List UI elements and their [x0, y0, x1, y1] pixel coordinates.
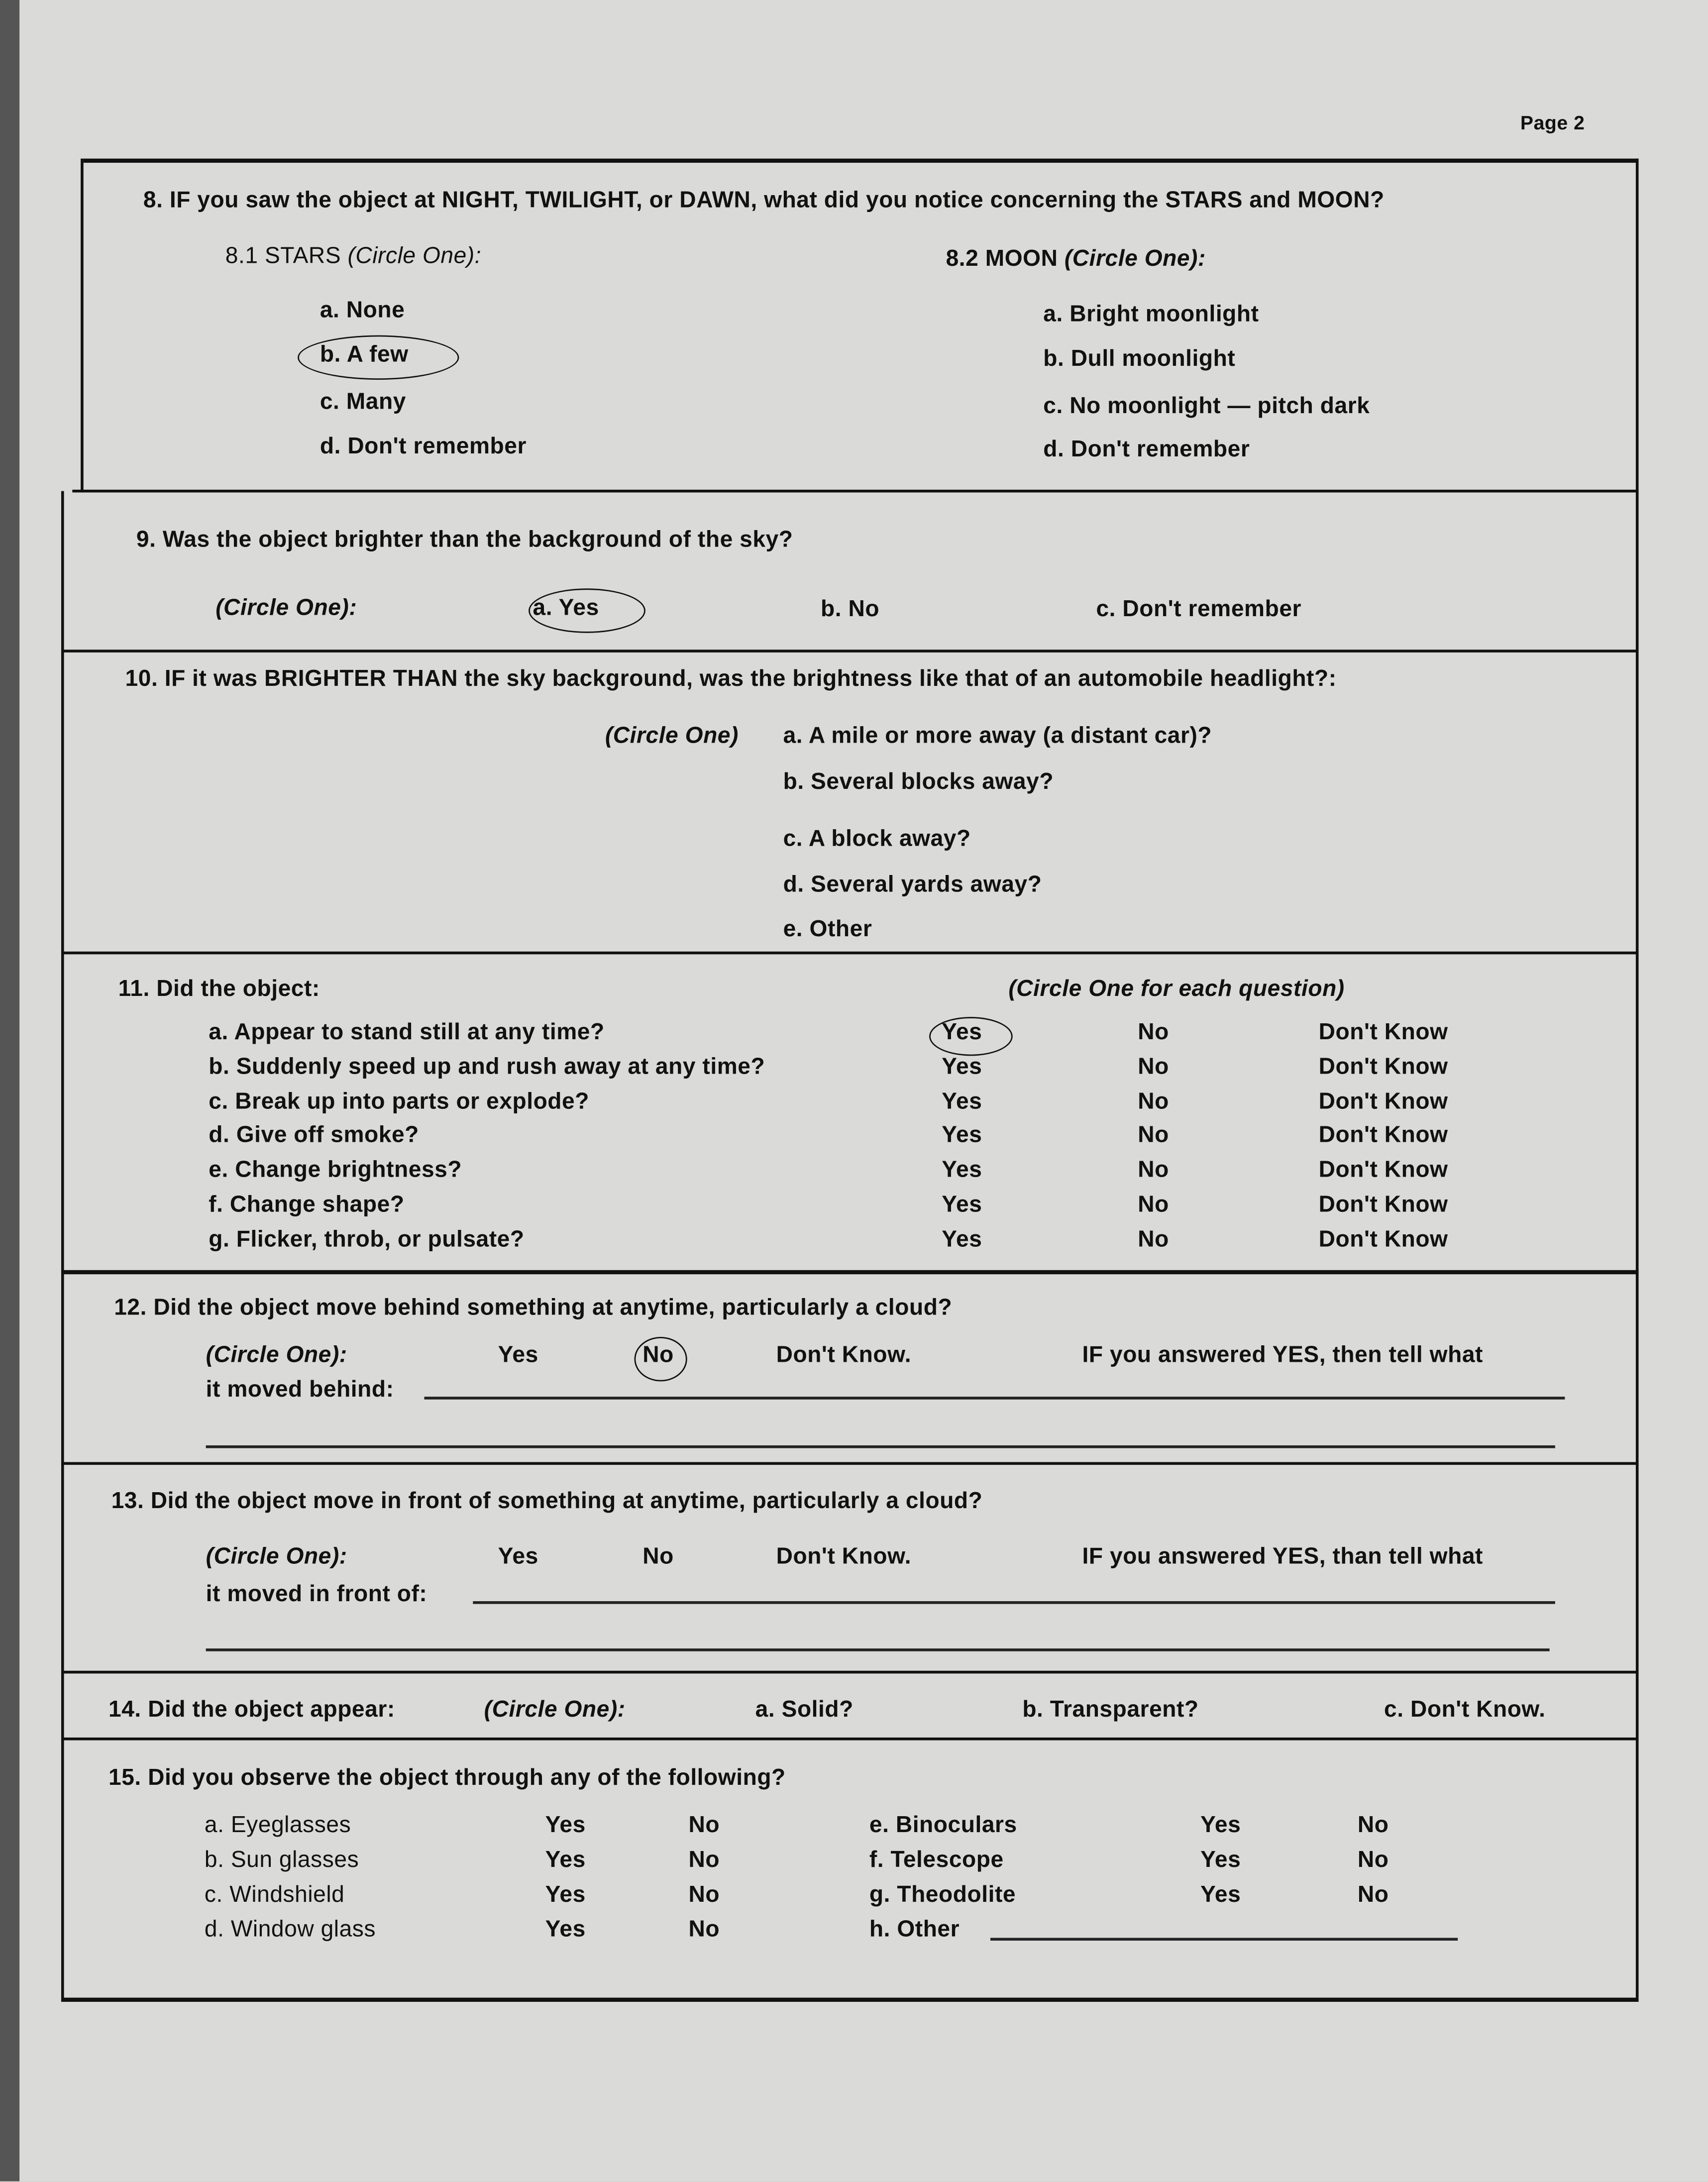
q12-option[interactable]: Yes [498, 1342, 538, 1368]
q12-option-selected[interactable]: No [642, 1342, 674, 1368]
q11-yes-option[interactable]: Yes [942, 1019, 982, 1045]
q15-no-option[interactable]: No [688, 1812, 720, 1838]
q15-item: b. Sun glasses [204, 1847, 359, 1873]
q12-option[interactable]: Don't Know. [776, 1342, 912, 1368]
q15-yes-option[interactable]: Yes [545, 1812, 586, 1838]
stars-option[interactable]: d. Don't remember [320, 434, 527, 459]
q9-option[interactable]: b. No [821, 597, 880, 622]
q15-yes-option[interactable]: Yes [545, 1882, 586, 1907]
q11-no-option[interactable]: No [1138, 1123, 1169, 1148]
q12-hint: (Circle One): [206, 1342, 347, 1368]
scan-edge [0, 0, 19, 2182]
q11-dont-know-option[interactable]: Don't Know [1318, 1019, 1448, 1045]
q14-option[interactable]: a. Solid? [755, 1697, 854, 1723]
q11-no-option[interactable]: No [1138, 1157, 1169, 1183]
q12-answer-line[interactable] [424, 1397, 1565, 1399]
q10-question: 10. IF it was BRIGHTER THAN the sky background, was the brightness like that of an automobile headlight?: [125, 666, 1337, 692]
q11-dont-know-option[interactable]: Don't Know [1318, 1157, 1448, 1183]
q15-item: g. Theodolite [869, 1882, 1016, 1907]
q15-yes-option[interactable]: Yes [1200, 1882, 1241, 1907]
moon-option[interactable]: a. Bright moonlight [1043, 302, 1259, 327]
q10-option[interactable]: d. Several yards away? [783, 872, 1042, 897]
q15-no-option[interactable]: No [688, 1917, 720, 1942]
q15-other-label: h. Other [869, 1917, 960, 1942]
frame-bottom [61, 1998, 1639, 2002]
q11-yes-option[interactable]: Yes [942, 1089, 982, 1114]
q11-dont-know-option[interactable]: Don't Know [1318, 1226, 1448, 1252]
q15-item: f. Telescope [869, 1847, 1004, 1873]
q9-hint: (Circle One): [215, 595, 357, 621]
q12-field-label: it moved behind: [206, 1377, 394, 1403]
q11-yes-option[interactable]: Yes [942, 1123, 982, 1148]
answer-circle-mark [298, 335, 459, 380]
q15-item: e. Binoculars [869, 1812, 1017, 1838]
divider [72, 490, 1638, 493]
q15-yes-option[interactable]: Yes [1200, 1847, 1241, 1873]
q15-yes-option[interactable]: Yes [545, 1847, 586, 1873]
q15-item: d. Window glass [204, 1917, 376, 1942]
q11-dont-know-option[interactable]: Don't Know [1318, 1123, 1448, 1148]
q13-option[interactable]: Don't Know. [776, 1544, 912, 1569]
q11-yes-option[interactable]: Yes [942, 1054, 982, 1080]
q11-item: c. Break up into parts or explode? [209, 1089, 589, 1114]
frame-right [1636, 159, 1639, 1998]
q11-hint: (Circle One for each question) [1008, 977, 1345, 1002]
q15-no-option[interactable]: No [1357, 1847, 1389, 1873]
q8-stars-heading: 8.1 STARS (Circle One): [225, 243, 482, 269]
q11-dont-know-option[interactable]: Don't Know [1318, 1054, 1448, 1080]
q11-item: a. Appear to stand still at any time? [209, 1019, 605, 1045]
moon-option[interactable]: c. No moonlight — pitch dark [1043, 393, 1370, 419]
q11-yes-option[interactable]: Yes [942, 1226, 982, 1252]
q13-question: 13. Did the object move in front of something at anytime, particularly a cloud? [111, 1488, 983, 1514]
q9-option-selected[interactable]: a. Yes [533, 595, 599, 621]
divider [61, 1462, 1639, 1465]
q8-moon-heading: 8.2 MOON (Circle One): [946, 246, 1206, 272]
q11-no-option[interactable]: No [1138, 1226, 1169, 1252]
answer-circle-mark [635, 1337, 687, 1381]
q13-option[interactable]: No [642, 1544, 674, 1569]
q8-question: 8. IF you saw the object at NIGHT, TWILIGHT, or DAWN, what did you notice concerning the STARS and MOON? [143, 188, 1385, 213]
q15-yes-option[interactable]: Yes [545, 1917, 586, 1942]
q15-yes-option[interactable]: Yes [1200, 1812, 1241, 1838]
page-number: Page 2 [1520, 111, 1585, 134]
moon-option[interactable]: b. Dull moonlight [1043, 346, 1236, 372]
stars-option-selected[interactable]: b. A few [320, 342, 409, 367]
stars-option[interactable]: c. Many [320, 389, 406, 415]
q15-item: c. Windshield [204, 1882, 345, 1907]
q15-no-option[interactable]: No [688, 1882, 720, 1907]
q12-followup: IF you answered YES, then tell what [1082, 1342, 1483, 1368]
divider [61, 1270, 1639, 1274]
q15-no-option[interactable]: No [1357, 1882, 1389, 1907]
q15-other-line[interactable] [990, 1938, 1458, 1940]
q11-dont-know-option[interactable]: Don't Know [1318, 1089, 1448, 1114]
q13-field-label: it moved in front of: [206, 1581, 427, 1607]
q10-option[interactable]: a. A mile or more away (a distant car)? [783, 723, 1212, 749]
q11-item: b. Suddenly speed up and rush away at any time? [209, 1054, 765, 1080]
q14-option[interactable]: b. Transparent? [1022, 1697, 1199, 1723]
q11-question: 11. Did the object: [118, 977, 320, 1002]
q11-item: d. Give off smoke? [209, 1123, 419, 1148]
q11-no-option[interactable]: No [1138, 1054, 1169, 1080]
q13-answer-line-2[interactable] [206, 1648, 1550, 1650]
q11-no-option[interactable]: No [1138, 1089, 1169, 1114]
divider [61, 952, 1639, 955]
stars-option[interactable]: a. None [320, 298, 405, 323]
q13-hint: (Circle One): [206, 1544, 347, 1569]
q15-no-option[interactable]: No [1357, 1812, 1389, 1838]
q15-item: a. Eyeglasses [204, 1812, 351, 1838]
q11-item: g. Flicker, throb, or pulsate? [209, 1226, 525, 1252]
q11-no-option[interactable]: No [1138, 1019, 1169, 1045]
q11-item: e. Change brightness? [209, 1157, 462, 1183]
q12-question: 12. Did the object move behind something at anytime, particularly a cloud? [114, 1295, 953, 1320]
divider [61, 1671, 1639, 1674]
q14-option[interactable]: c. Don't Know. [1384, 1697, 1546, 1723]
q13-option[interactable]: Yes [498, 1544, 538, 1569]
q11-item: f. Change shape? [209, 1192, 405, 1217]
q9-question: 9. Was the object brighter than the background of the sky? [136, 527, 793, 552]
answer-circle-mark [529, 588, 645, 633]
q11-no-option[interactable]: No [1138, 1192, 1169, 1217]
q10-option[interactable]: b. Several blocks away? [783, 769, 1054, 794]
q14-question: 14. Did the object appear: [108, 1697, 395, 1723]
q10-hint: (Circle One) [605, 723, 739, 749]
q10-option[interactable]: c. A block away? [783, 826, 971, 852]
q15-no-option[interactable]: No [688, 1847, 720, 1873]
divider [61, 650, 1639, 653]
q11-yes-option[interactable]: Yes [942, 1157, 982, 1183]
q11-yes-option[interactable]: Yes [942, 1192, 982, 1217]
q15-question: 15. Did you observe the object through any of the following? [108, 1765, 786, 1791]
q11-dont-know-option[interactable]: Don't Know [1318, 1192, 1448, 1217]
frame-left [61, 491, 64, 2002]
divider [61, 1738, 1639, 1741]
q9-option[interactable]: c. Don't remember [1096, 597, 1302, 622]
moon-option[interactable]: d. Don't remember [1043, 436, 1250, 462]
frame-left-top [81, 159, 84, 493]
q14-hint: (Circle One): [484, 1697, 626, 1723]
q13-answer-line[interactable] [473, 1601, 1555, 1603]
q12-answer-line-2[interactable] [206, 1445, 1555, 1447]
q10-option[interactable]: e. Other [783, 916, 872, 942]
frame-top [84, 159, 1639, 163]
q13-followup: IF you answered YES, than tell what [1082, 1544, 1483, 1569]
